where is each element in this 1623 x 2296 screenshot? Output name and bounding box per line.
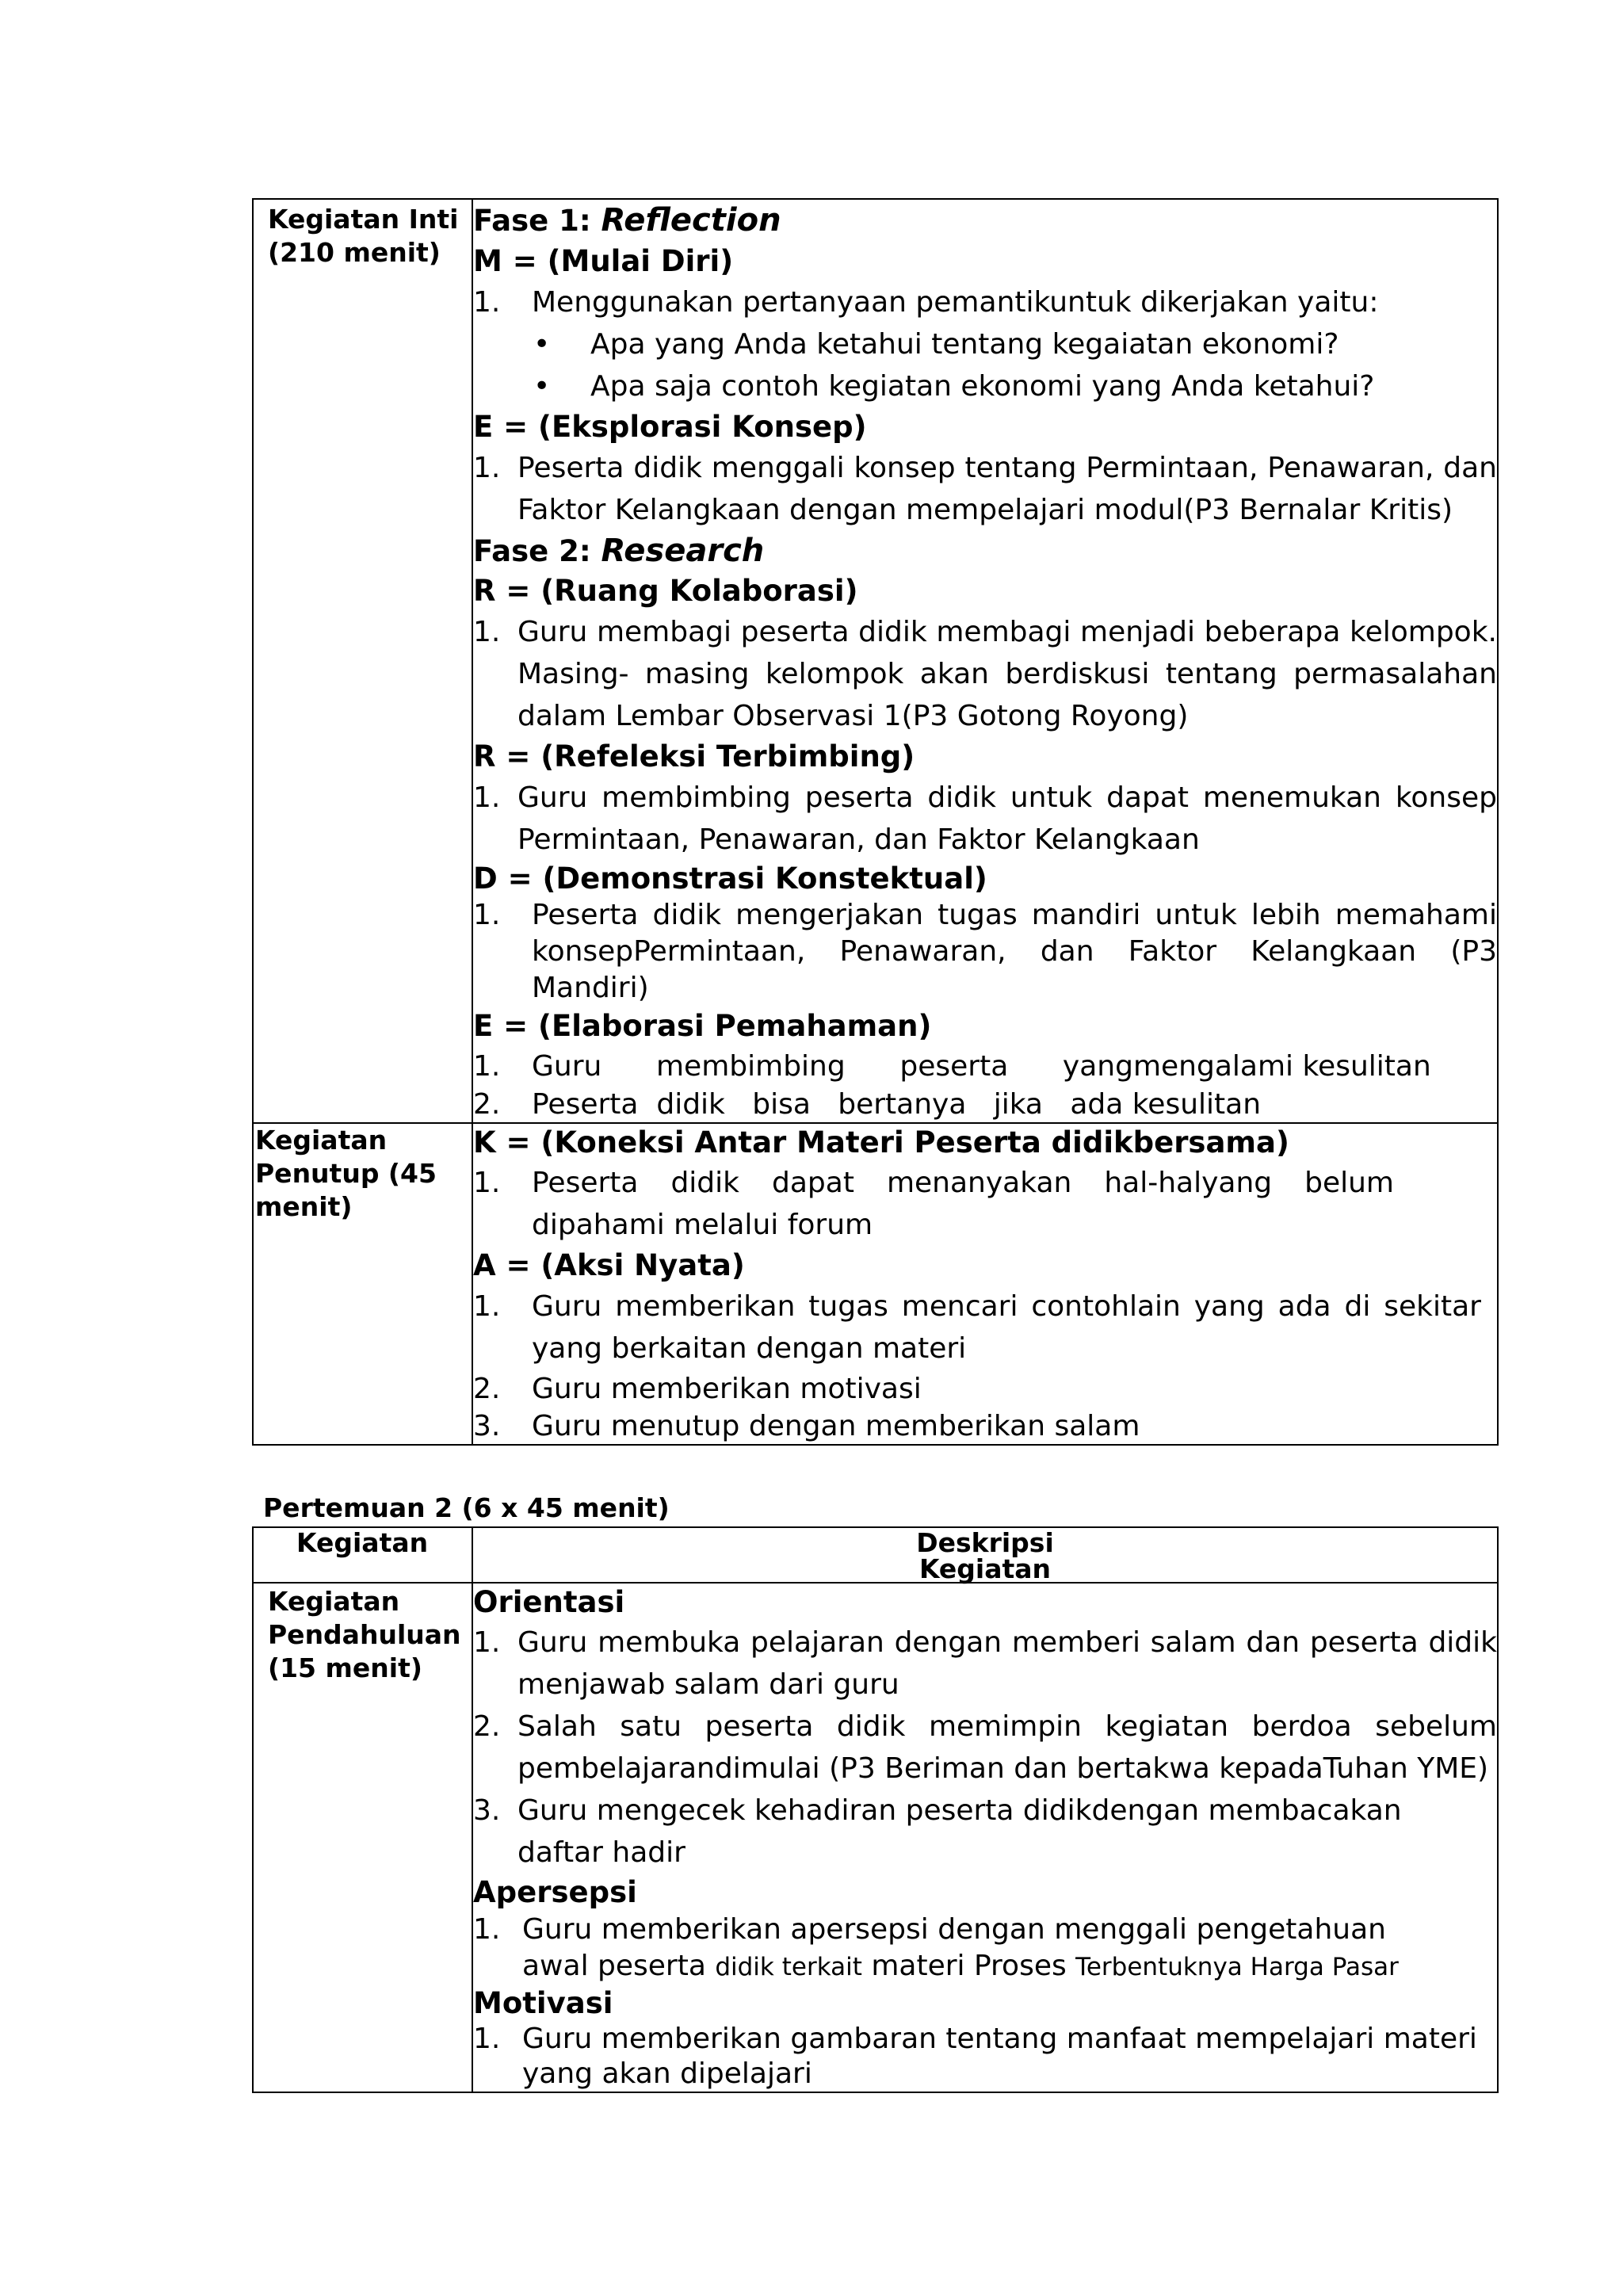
phase-prefix: Fase 1:: [473, 204, 601, 238]
table-row-kegiatan-inti: [253, 199, 1498, 1123]
list-number: 1.: [473, 616, 501, 648]
list-number: 1.: [473, 1290, 501, 1323]
list-text: Guru memberikan tugas mencari contohlain yang ada di sekitar yang berkaitan dengan materi: [532, 1290, 1481, 1365]
list-text: Menggunakan pertanyaan pemantikuntuk dikerjakan yaitu:: [532, 286, 1379, 319]
list-text: Salah satu peserta didik memimpin kegiatan berdoa sebelum pembelajarandimulai (P3 Beriman dan bertakwa kepadaTuhan YME): [517, 1710, 1497, 1785]
list-item: [473, 1087, 1497, 1122]
list-number: 1.: [473, 1167, 501, 1199]
list-item: [473, 2022, 1497, 2092]
kegiatan-inti-label: Kegiatan Inti (210 menit): [268, 204, 459, 268]
list-text: Terbentuknya Harga Pasar: [1075, 1953, 1399, 1981]
bullet-text: Apa yang Anda ketahui tentang kegaiatan ekonomi?: [590, 328, 1339, 361]
table-row-kegiatan-penutup: [253, 1123, 1498, 1445]
list-number: 2.: [473, 1373, 501, 1405]
list-item: [473, 611, 1497, 737]
kegiatan-penutup-label: Kegiatan Penutup (45 menit): [255, 1125, 437, 1222]
activity-label-cell: [253, 199, 472, 1123]
section-heading: E = (Eksplorasi Konsep): [473, 410, 867, 444]
list-text: Peserta didik dapat menanyakan hal-halyang belum dipahami melalui forum: [532, 1167, 1394, 1241]
list-number: 1.: [473, 286, 501, 319]
list-text: Guru menutup dengan memberikan salam: [532, 1410, 1140, 1442]
activity-table-1: [252, 198, 1499, 1446]
activity-table-2: [252, 1526, 1499, 2093]
list-text: Guru memberikan apersepsi dengan menggali pengetahuan awal peserta: [522, 1913, 1386, 1982]
list-number: 1.: [473, 1913, 501, 1946]
activity-description-cell: [472, 199, 1498, 1123]
header-cell-deskripsi: [472, 1527, 1498, 1583]
section-heading: R = (Refeleksi Terbimbing): [473, 739, 915, 774]
list-text: Guru mengecek kehadiran peserta didikdengan membacakan daftar hadir: [517, 1794, 1402, 1869]
list-item: [473, 1912, 1497, 1985]
list-item: [473, 1162, 1497, 1246]
list-item: [473, 281, 1497, 323]
list-text: didik terkait: [715, 1953, 862, 1981]
phase-heading: [473, 200, 1497, 242]
list-text: Guru memberikan motivasi: [532, 1373, 922, 1405]
bullet-item: [473, 323, 1497, 365]
list-text: Peserta didik menggali konsep tentang Permintaan, Penawaran, dan Faktor Kelangkaan dengan mempelajari modul(P3 Bernalar Kritis): [517, 452, 1497, 526]
list-number: 2.: [473, 1710, 501, 1743]
phase-title: Reflection: [601, 202, 781, 239]
list-item: [473, 447, 1497, 531]
list-text: Guru membimbing peserta yangmengalami kesulitan: [532, 1050, 1431, 1083]
list-number: 3.: [473, 1794, 501, 1827]
activity-description-cell: [472, 1123, 1498, 1445]
phase-title: Research: [601, 533, 765, 569]
list-number: 2.: [473, 1088, 501, 1121]
list-item: [473, 1370, 1497, 1409]
section-heading: E = (Elaborasi Pemahaman): [473, 1009, 932, 1043]
list-text: Guru memberikan gambaran tentang manfaat mempelajari materi yang akan dipelajari: [522, 2023, 1477, 2090]
list-number: 3.: [473, 1410, 501, 1442]
bullet-text: Apa saja contoh kegiatan ekonomi yang Anda ketahui?: [590, 370, 1375, 403]
pertemuan-2-title: Pertemuan 2 (6 x 45 menit): [263, 1492, 670, 1523]
list-text: Peserta didik bisa bertanya jika ada kesulitan: [532, 1088, 1262, 1121]
list-number: 1.: [473, 1050, 501, 1083]
list-item: [473, 1706, 1497, 1790]
list-number: 1.: [473, 1626, 501, 1659]
list-item: [473, 1286, 1497, 1370]
bullet-item: [473, 365, 1497, 407]
bullet-icon: •: [533, 370, 551, 403]
section-heading: Apersepsi: [473, 1875, 637, 1909]
list-item: [473, 1790, 1497, 1874]
kegiatan-pendahuluan-label: Kegiatan Pendahuluan (15 menit): [268, 1586, 461, 1683]
list-item: [473, 777, 1497, 861]
section-heading: R = (Ruang Kolaborasi): [473, 574, 858, 608]
section-heading: Motivasi: [473, 1986, 613, 2020]
list-number: 1.: [473, 2023, 501, 2055]
section-heading: D = (Demonstrasi Konstektual): [473, 861, 987, 896]
section-heading: A = (Aksi Nyata): [473, 1248, 745, 1282]
list-number: 1.: [473, 899, 501, 931]
list-text: materi Proses: [861, 1950, 1076, 1982]
list-text: Guru membuka pelajaran dengan memberi salam dan peserta didik menjawab salam dari guru: [517, 1626, 1497, 1701]
list-item: [473, 897, 1497, 1007]
section-heading: Orientasi: [473, 1585, 625, 1619]
header-kegiatan-label: Kegiatan: [296, 1527, 429, 1558]
bullet-icon: •: [533, 328, 551, 361]
table-header-row: [253, 1527, 1498, 1583]
activity-description-cell: [472, 1583, 1498, 2092]
list-number: 1.: [473, 781, 501, 814]
list-item: [473, 1046, 1497, 1087]
list-number: 1.: [473, 452, 501, 484]
header-cell-kegiatan: [253, 1527, 472, 1583]
phase-heading: [473, 531, 1497, 571]
activity-label-cell: [253, 1583, 472, 2092]
list-item: [473, 1409, 1497, 1444]
activity-label-cell: [253, 1123, 472, 1445]
list-text: Peserta didik mengerjakan tugas mandiri untuk lebih memahami konsepPermintaan, Penawaran, dan Faktor Kelangkaan (P3 Mandiri): [532, 899, 1497, 1004]
list-item: [473, 1622, 1497, 1706]
list-text: Guru membimbing peserta didik untuk dapat menemukan konsep Permintaan, Penawaran, dan Faktor Kelangkaan: [517, 781, 1497, 856]
header-deskripsi-label: Deskripsi Kegiatan: [916, 1527, 1054, 1584]
phase-prefix: Fase 2:: [473, 534, 601, 568]
section-heading: M = (Mulai Diri): [473, 244, 734, 278]
table-row-kegiatan-pendahuluan: [253, 1583, 1498, 2092]
list-text: Guru membagi peserta didik membagi menjadi beberapa kelompok. Masing- masing kelompok akan berdiskusi tentang permasalahan dalam Lembar Observasi 1(P3 Gotong Royong): [517, 616, 1497, 732]
section-heading: K = (Koneksi Antar Materi Peserta didikbersama): [473, 1125, 1289, 1159]
